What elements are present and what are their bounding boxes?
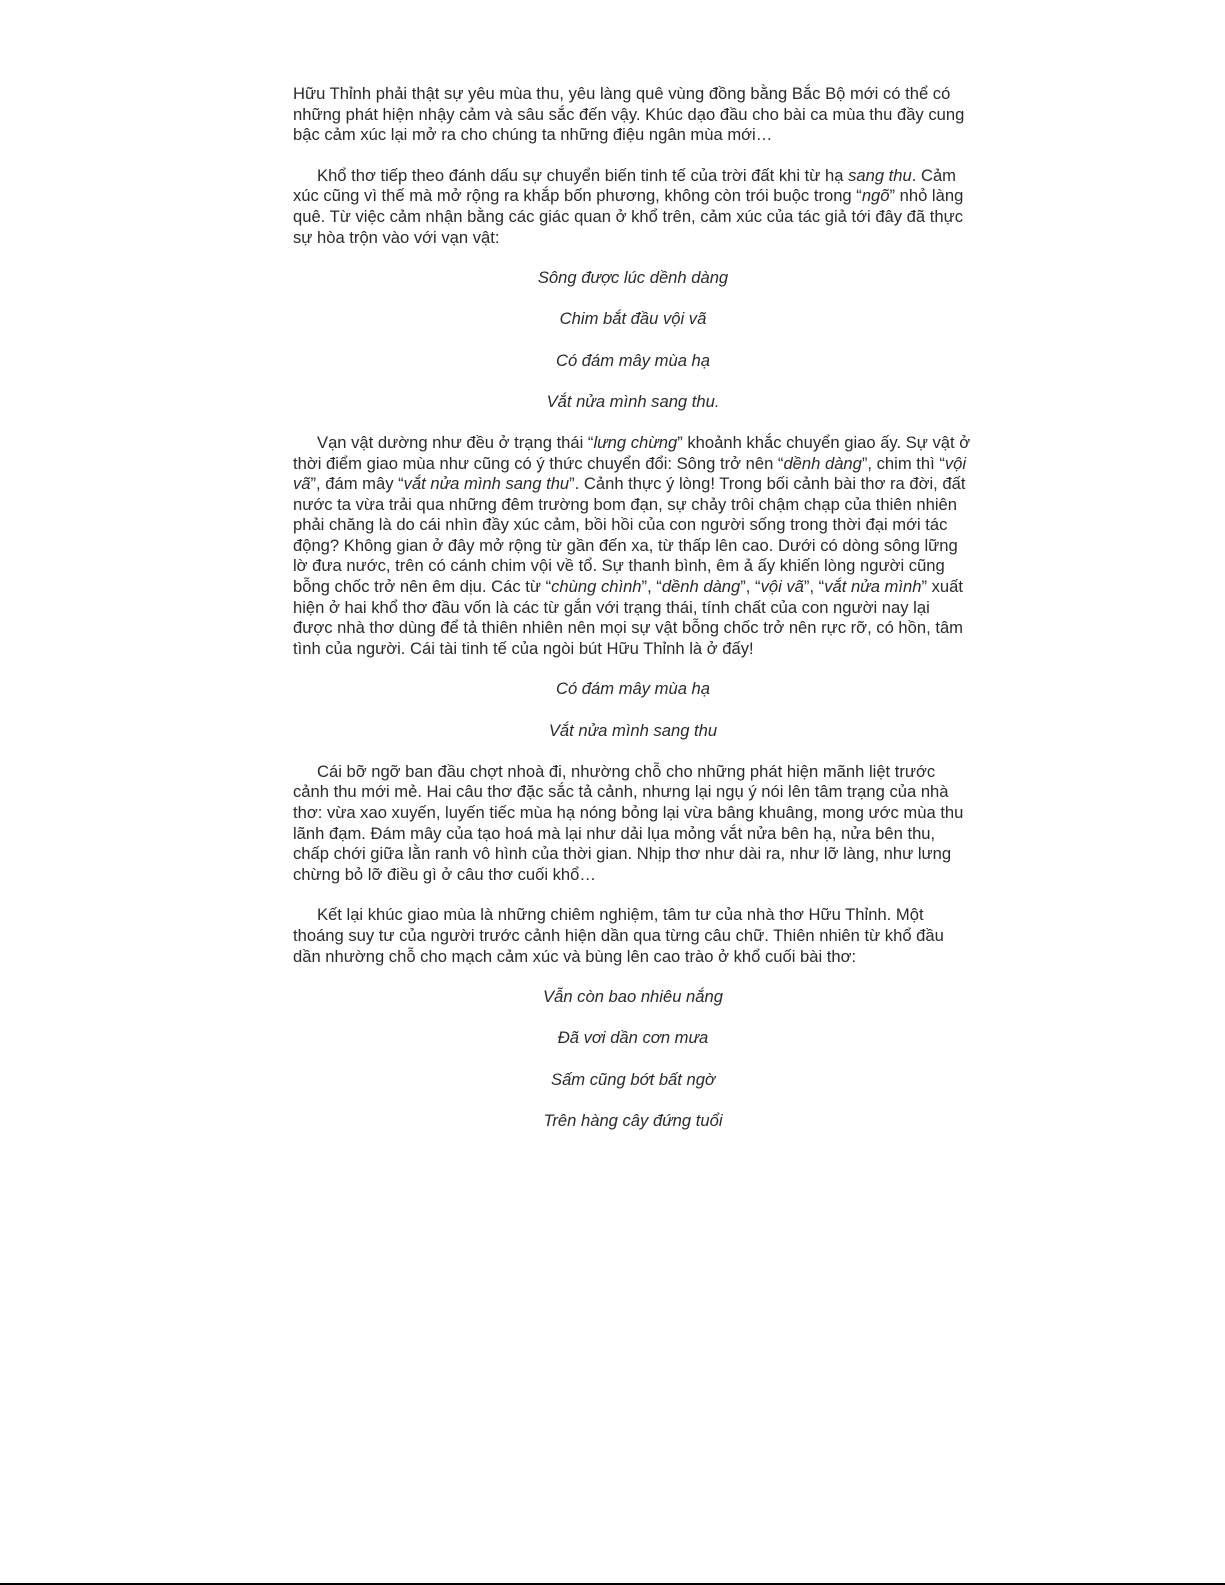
- text-run: ”, “: [641, 577, 662, 597]
- paragraph-1: Hữu Thỉnh phải thật sự yêu mùa thu, yêu làng quê vùng đồng bằng Bắc Bộ mới có thể có những phát hiện nhậy cảm và sâu sắc đến vậy. Khúc dạo đầu cho bài ca mùa thu đầy cung bậc cảm xúc lại mở ra cho chúng ta những điệu ngân mùa mới…: [293, 84, 965, 145]
- poem-line: Có đám mây mùa hạ: [555, 350, 711, 370]
- text-run: ”, đám mây “: [310, 474, 404, 494]
- italic-run: lưng chừng: [593, 432, 678, 452]
- poem-line: Trên hàng cây đứng tuổi: [543, 1110, 723, 1130]
- italic-run: vội vã: [293, 453, 967, 494]
- italic-run: vắt nửa mình: [824, 577, 922, 597]
- poem-line: Sấm cũng bớt bất ngờ: [551, 1069, 715, 1089]
- poem-line: Chim bắt đầu vội vã: [559, 309, 707, 329]
- italic-run: ngõ: [861, 186, 890, 206]
- poem-stanza-2: [293, 679, 973, 741]
- paragraph-3: [293, 433, 973, 660]
- text-run: Vạn vật dường như đều ở trạng thái “: [317, 432, 594, 452]
- italic-run: chùng chình: [551, 577, 642, 597]
- text-run: Khổ thơ tiếp theo đánh dấu sự chuyển biến tinh tế của trời đất khi từ hạ: [317, 165, 849, 185]
- text-run: ”. Cảnh thực ý lòng! Trong bối cảnh bài thơ ra đời, đất nước ta vừa trải qua những đêm trường bom đạn, sự chảy trôi chậm chạp của thiên nhiên phải chăng là do cái nhìn đầy xúc cảm, bồi hồi của con người sống trong thời đại mới tác động? Không gian ở đây mở rộng từ gần đến xa, từ thấp lên cao. Dưới có dòng sông lững lờ đưa nước, trên có cánh chim vội về tổ. Sự thanh bình, êm ả ấy khiến lòng người cũng bỗng chốc trở nên êm dịu. Các từ “: [293, 474, 966, 597]
- document-page: [293, 84, 973, 1152]
- paragraph-4: Cái bỡ ngỡ ban đầu chợt nhoà đi, nhường chỗ cho những phát hiện mãnh liệt trước cảnh thu mới mẻ. Hai câu thơ đặc sắc tả cảnh, nhưng lại ngụ ý nói lên tâm trạng của nhà thơ: vừa xao xuyến, luyến tiếc mùa hạ nóng bỏng lại vừa bâng khuâng, mong ước mùa thu lãnh đạm. Đám mây của tạo hoá mà lại như dải lụa mỏng vắt nửa bên hạ, nửa bên thu, chấp chới giữa lằn ranh vô hình của thời gian. Nhịp thơ như dài ra, như lỡ làng, như lưng chừng bỏ lỡ điều gì ở câu thơ cuối khổ…: [293, 761, 964, 884]
- poem-line: Có đám mây mùa hạ: [555, 679, 711, 699]
- poem-line: Đã vơi dần cơn mưa: [557, 1028, 709, 1048]
- text-run: ” nhỏ làng quê. Từ việc cảm nhận bằng các giác quan ở khổ trên, cảm xúc của tác giả tới đây đã thực sự hòa trộn vào với vạn vật:: [293, 186, 964, 247]
- poem-stanza-1: [293, 268, 973, 412]
- poem-line: Vắt nửa mình sang thu.: [546, 391, 720, 411]
- text-run: . Cảm xúc cũng vì thế mà mở rộng ra khắp bốn phương, không còn trói buộc trong “: [293, 165, 957, 206]
- paragraph-5: Kết lại khúc giao mùa là những chiêm nghiệm, tâm tư của nhà thơ Hữu Thỉnh. Một thoáng suy tư của người trước cảnh hiện dần qua từng câu chữ. Thiên nhiên từ khổ đầu dần nhường chỗ cho mạch cảm xúc và bùng lên cao trào ở khổ cuối bài thơ:: [293, 905, 944, 966]
- italic-run: vội vã: [760, 577, 804, 597]
- text-run: ”, chim thì “: [861, 453, 945, 473]
- text-run: ”, “: [740, 577, 761, 597]
- italic-run: sang thu: [848, 165, 912, 185]
- text-run: ” xuất hiện ở hai khổ thơ đầu vốn là các từ gắn với trạng thái, tính chất của con người nay lại được nhà thơ dùng để tả thiên nhiên nên mọi sự vật bỗng chốc trở nên rực rỡ, có hồn, tâm tình của người. Cái tài tinh tế của ngòi bút Hữu Thỉnh là ở đấy!: [293, 577, 963, 658]
- poem-line: Sông được lúc dềnh dàng: [537, 268, 729, 288]
- italic-run: vắt nửa mình sang thu: [403, 474, 570, 494]
- italic-run: dềnh dàng: [661, 577, 741, 597]
- text-run: ” khoảnh khắc chuyển giao ấy. Sự vật ở thời điểm giao mùa như cũng có ý thức chuyển đổi: Sông trở nên “: [293, 432, 971, 473]
- poem-stanza-3: [293, 987, 973, 1131]
- poem-line: Vẫn còn bao nhiêu nắng: [543, 987, 723, 1007]
- text-run: ”, “: [803, 577, 825, 597]
- paragraph-2: [293, 166, 973, 248]
- italic-run: dềnh dàng: [783, 453, 862, 473]
- poem-line: Vắt nửa mình sang thu: [548, 720, 718, 740]
